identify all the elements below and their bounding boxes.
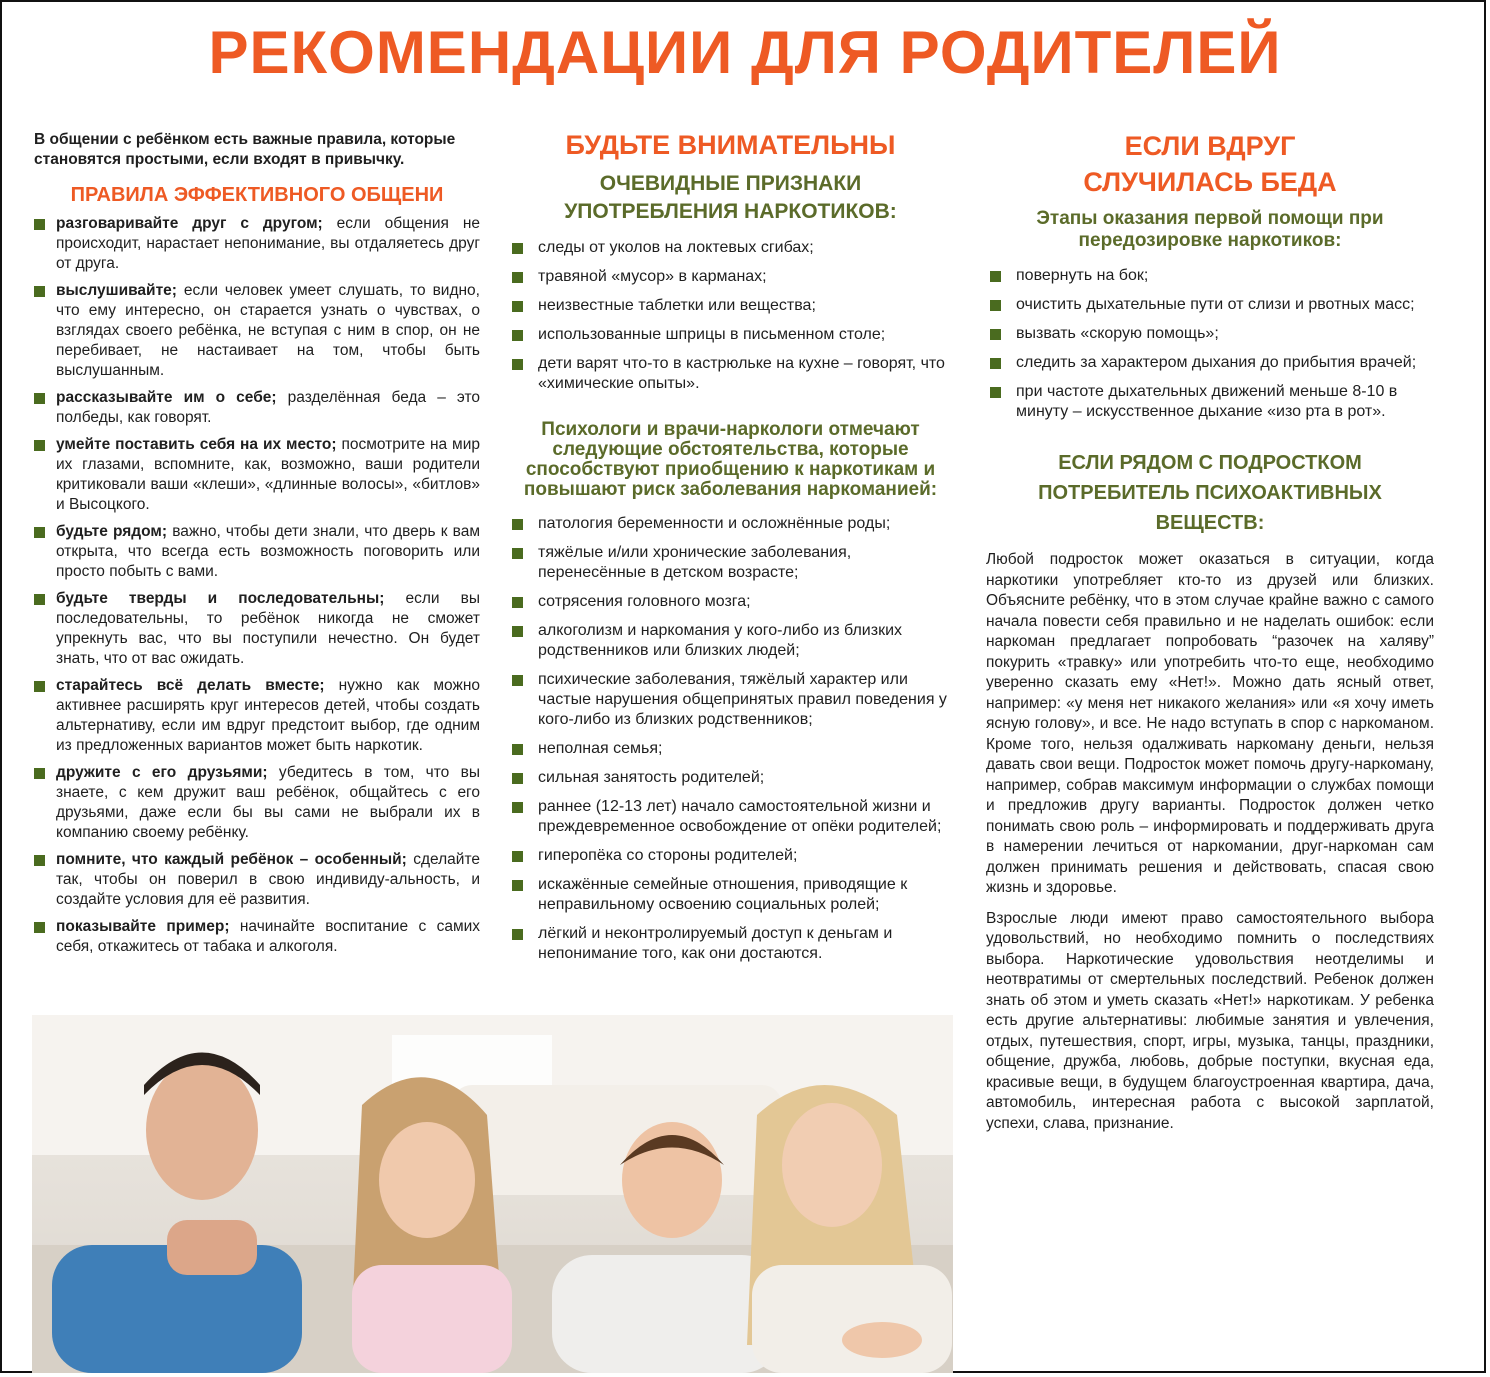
list-item: сотрясения головного мозга; xyxy=(508,592,953,612)
risk-factors-heading: Психологи и врачи-наркологи отмечают следующие обстоятельства, которые способствуют приобщению к наркотикам и повышают риск заболевания наркоманией: xyxy=(523,419,938,500)
bullet-square-icon xyxy=(990,329,1001,340)
list-item: дружите с его друзьями; убедитесь в том, что вы знаете, с кем дружит ваш ребёнок, общайтесь с его друзьями, даже если бы вы сами не выбрали их в компанию своему ребёнку. xyxy=(34,763,480,843)
list-item: при частоте дыхательных движений меньше 8-10 в минуту – искусственное дыхание «изо рта в рот». xyxy=(986,382,1434,422)
peer-user-heading: ЕСЛИ РЯДОМ С ПОДРОСТКОМ ПОТРЕБИТЕЛЬ ПСИХОАКТИВНЫХ ВЕЩЕСТВ: xyxy=(1038,452,1382,534)
page-title: РЕКОМЕНДАЦИИ ДЛЯ РОДИТЕЛЕЙ xyxy=(208,19,1282,86)
bullet-square-icon xyxy=(34,768,45,779)
list-item: лёгкий и неконтролируемый доступ к деньгам и непонимание того, как они достаются. xyxy=(508,924,953,964)
family-illustration xyxy=(32,1015,953,1373)
bullet-square-icon xyxy=(512,773,523,784)
bullet-square-icon xyxy=(34,594,45,605)
list-item: старайтесь всё делать вместе; нужно как можно активнее расширять круг интересов детей, чтобы создать альтернативу, если им вдруг предстоит выбор, где одним из предложенных вариантов может быть наркотик. xyxy=(34,676,480,756)
first-aid-list xyxy=(986,266,1434,422)
bullet-square-icon xyxy=(990,271,1001,282)
list-item: выслушивайте; если человек умеет слушать, то видно, что ему интересно, он старается узнать о чувствах, о взглядах своего ребёнка, не вступая с ним в спор, он не перебивает, не настаивает на том, чтобы быть выслушанным. xyxy=(34,281,480,381)
list-item: очистить дыхательные пути от слизи и рвотных масс; xyxy=(986,295,1434,315)
list-item: искажённые семейные отношения, приводящие к неправильному освоению социальных ролей; xyxy=(508,875,953,915)
column-be-attentive xyxy=(508,128,953,973)
bullet-square-icon xyxy=(34,855,45,866)
peer-advice-paragraph: Любой подросток может оказаться в ситуации, когда наркотики употребляет кто-то из друзей или близких. Объясните ребёнку, что в этом случае крайне важно с самого начала повести себя правильно и не наделать ошибок: если наркоман предлагает попробовать “разочек на халяву” покурить «травку» или употребить что-то еще, необходимо уверенно сказать ему «Нет!». Можно дать ясный ответ, например: «у меня нет никакого желания» или «я хочу иметь ясную голову», и все. Не надо вступать в спор с наркоманом. Кроме того, нельзя одалживать наркоману деньги, нельзя давать свои вещи. Подросток может помочь другу-наркоману, например, собрав максимум информации о службах помощи и предложив другу варианты. Подросток должен четко понимать свою роль – информировать и поддерживать друга в намерении лечиться от наркомании, друг-наркоман сам должен принимать решения и действовать, спасая свою жизнь и здоровье. xyxy=(986,551,1434,896)
list-item: неизвестные таблетки или вещества; xyxy=(508,296,953,316)
bullet-square-icon xyxy=(512,597,523,608)
intro-text: В общении с ребёнком есть важные правила, которые становятся простыми, если входят в привычку. xyxy=(34,131,456,168)
list-item: следить за характером дыхания до прибытия врачей; xyxy=(986,353,1434,373)
list-item: вызвать «скорую помощь»; xyxy=(986,324,1434,344)
bullet-square-icon xyxy=(512,243,523,254)
bullet-square-icon xyxy=(512,626,523,637)
column-communication-rules xyxy=(34,130,480,964)
list-item: разговаривайте друг с другом; если общения не происходит, нарастает непонимание, вы отдаляетесь друг от друга. xyxy=(34,214,480,274)
adults-choice-paragraph: Взрослые люди имеют право самостоятельного выбора удовольствий, но необходимо помнить о последствиях выбора. Наркотические удовольствия неотделимы и неотвратимы от смертельных последствий. Ребенок должен знать об этом и уметь сказать «Нет!» наркотикам. У ребенка есть другие альтернативы: любимые занятия и увлечения, отдых, путешествия, спорт, игры, музыка, танцы, праздники, общение, дружба, любовь, добрые поступки, вкусная еда, красивые вещи, в будущем благоустроенная квартира, дача, автомобиль, интересная работа с высокой зарплатой, успехи, слава, признание. xyxy=(986,909,1434,1132)
bullet-square-icon xyxy=(512,851,523,862)
list-item: помните, что каждый ребёнок – особенный; сделайте так, чтобы он поверил в свою индивиду-альность, и создайте условия для её развития. xyxy=(34,850,480,910)
bullet-square-icon xyxy=(34,922,45,933)
bullet-square-icon xyxy=(34,286,45,297)
trouble-heading: ЕСЛИ ВДРУГ СЛУЧИЛАСЬ БЕДА xyxy=(1083,131,1337,197)
list-item: повернуть на бок; xyxy=(986,266,1434,286)
bullet-square-icon xyxy=(512,359,523,370)
bullet-square-icon xyxy=(512,330,523,341)
bullet-square-icon xyxy=(990,300,1001,311)
bullet-square-icon xyxy=(990,358,1001,369)
bullet-square-icon xyxy=(34,219,45,230)
column-if-trouble xyxy=(986,128,1434,1144)
risk-factors-list xyxy=(508,514,953,964)
bullet-square-icon xyxy=(512,929,523,940)
list-item: патология беременности и осложнённые роды; xyxy=(508,514,953,534)
list-item: неполная семья; xyxy=(508,739,953,759)
list-item: травяной «мусор» в карманах; xyxy=(508,267,953,287)
bullet-square-icon xyxy=(512,301,523,312)
list-item: тяжёлые и/или хронические заболевания, перенесённые в детском возрасте; xyxy=(508,543,953,583)
signs-list xyxy=(508,238,953,394)
bullet-square-icon xyxy=(990,387,1001,398)
bullet-square-icon xyxy=(34,681,45,692)
rules-list xyxy=(34,214,480,957)
list-item: психические заболевания, тяжёлый характер или частые нарушения общепринятых правил поведения у кого-либо из близких родственников; xyxy=(508,670,953,730)
bullet-square-icon xyxy=(512,744,523,755)
bullet-square-icon xyxy=(512,802,523,813)
list-item: показывайте пример; начинайте воспитание с самих себя, откажитесь от табака и алкоголя. xyxy=(34,917,480,957)
signs-heading: ОЧЕВИДНЫЕ ПРИЗНАКИ УПОТРЕБЛЕНИЯ НАРКОТИКОВ: xyxy=(564,172,897,223)
bullet-square-icon xyxy=(512,675,523,686)
bullet-square-icon xyxy=(34,393,45,404)
bullet-square-icon xyxy=(34,440,45,451)
bullet-square-icon xyxy=(512,272,523,283)
list-item: будьте тверды и последовательны; если вы последовательны, то ребёнок никогда не сможет упрекнуть вас, что вы поступили нечестно. Он будет знать, что от вас ожидать. xyxy=(34,589,480,669)
bullet-square-icon xyxy=(34,527,45,538)
list-item: следы от уколов на локтевых сгибах; xyxy=(508,238,953,258)
list-item: будьте рядом; важно, чтобы дети знали, что дверь к вам открыта, что всегда есть возможность поговорить или просто побыть с вами. xyxy=(34,522,480,582)
bullet-square-icon xyxy=(512,519,523,530)
family-photo xyxy=(32,1015,953,1373)
list-item: алкоголизм и наркомания у кого-либо из близких родственников или близких людей; xyxy=(508,621,953,661)
attentive-heading: БУДЬТЕ ВНИМАТЕЛЬНЫ xyxy=(565,130,896,160)
list-item: раннее (12-13 лет) начало самостоятельной жизни и преждевременное освобождение от опёки родителей; xyxy=(508,797,953,837)
list-item: умейте поставить себя на их место; посмотрите на мир их глазами, вспомните, как, возможно, ваши родители критиковали ваши «клеши», «длинные волосы», «битлов» и Высоцкого. xyxy=(34,435,480,515)
list-item: гиперопёка со стороны родителей; xyxy=(508,846,953,866)
first-aid-heading: Этапы оказания первой помощи при передозировке наркотиков: xyxy=(1036,208,1384,251)
bullet-square-icon xyxy=(512,548,523,559)
list-item: рассказывайте им о себе; разделённая беда – это полбеды, как говорят. xyxy=(34,388,480,428)
rules-heading: ПРАВИЛА ЭФФЕКТИВНОГО ОБЩЕНИ xyxy=(70,184,444,206)
list-item: сильная занятость родителей; xyxy=(508,768,953,788)
bullet-square-icon xyxy=(512,880,523,891)
list-item: дети варят что-то в кастрюльке на кухне – говорят, что «химические опыты». xyxy=(508,354,953,394)
list-item: использованные шприцы в письменном столе; xyxy=(508,325,953,345)
